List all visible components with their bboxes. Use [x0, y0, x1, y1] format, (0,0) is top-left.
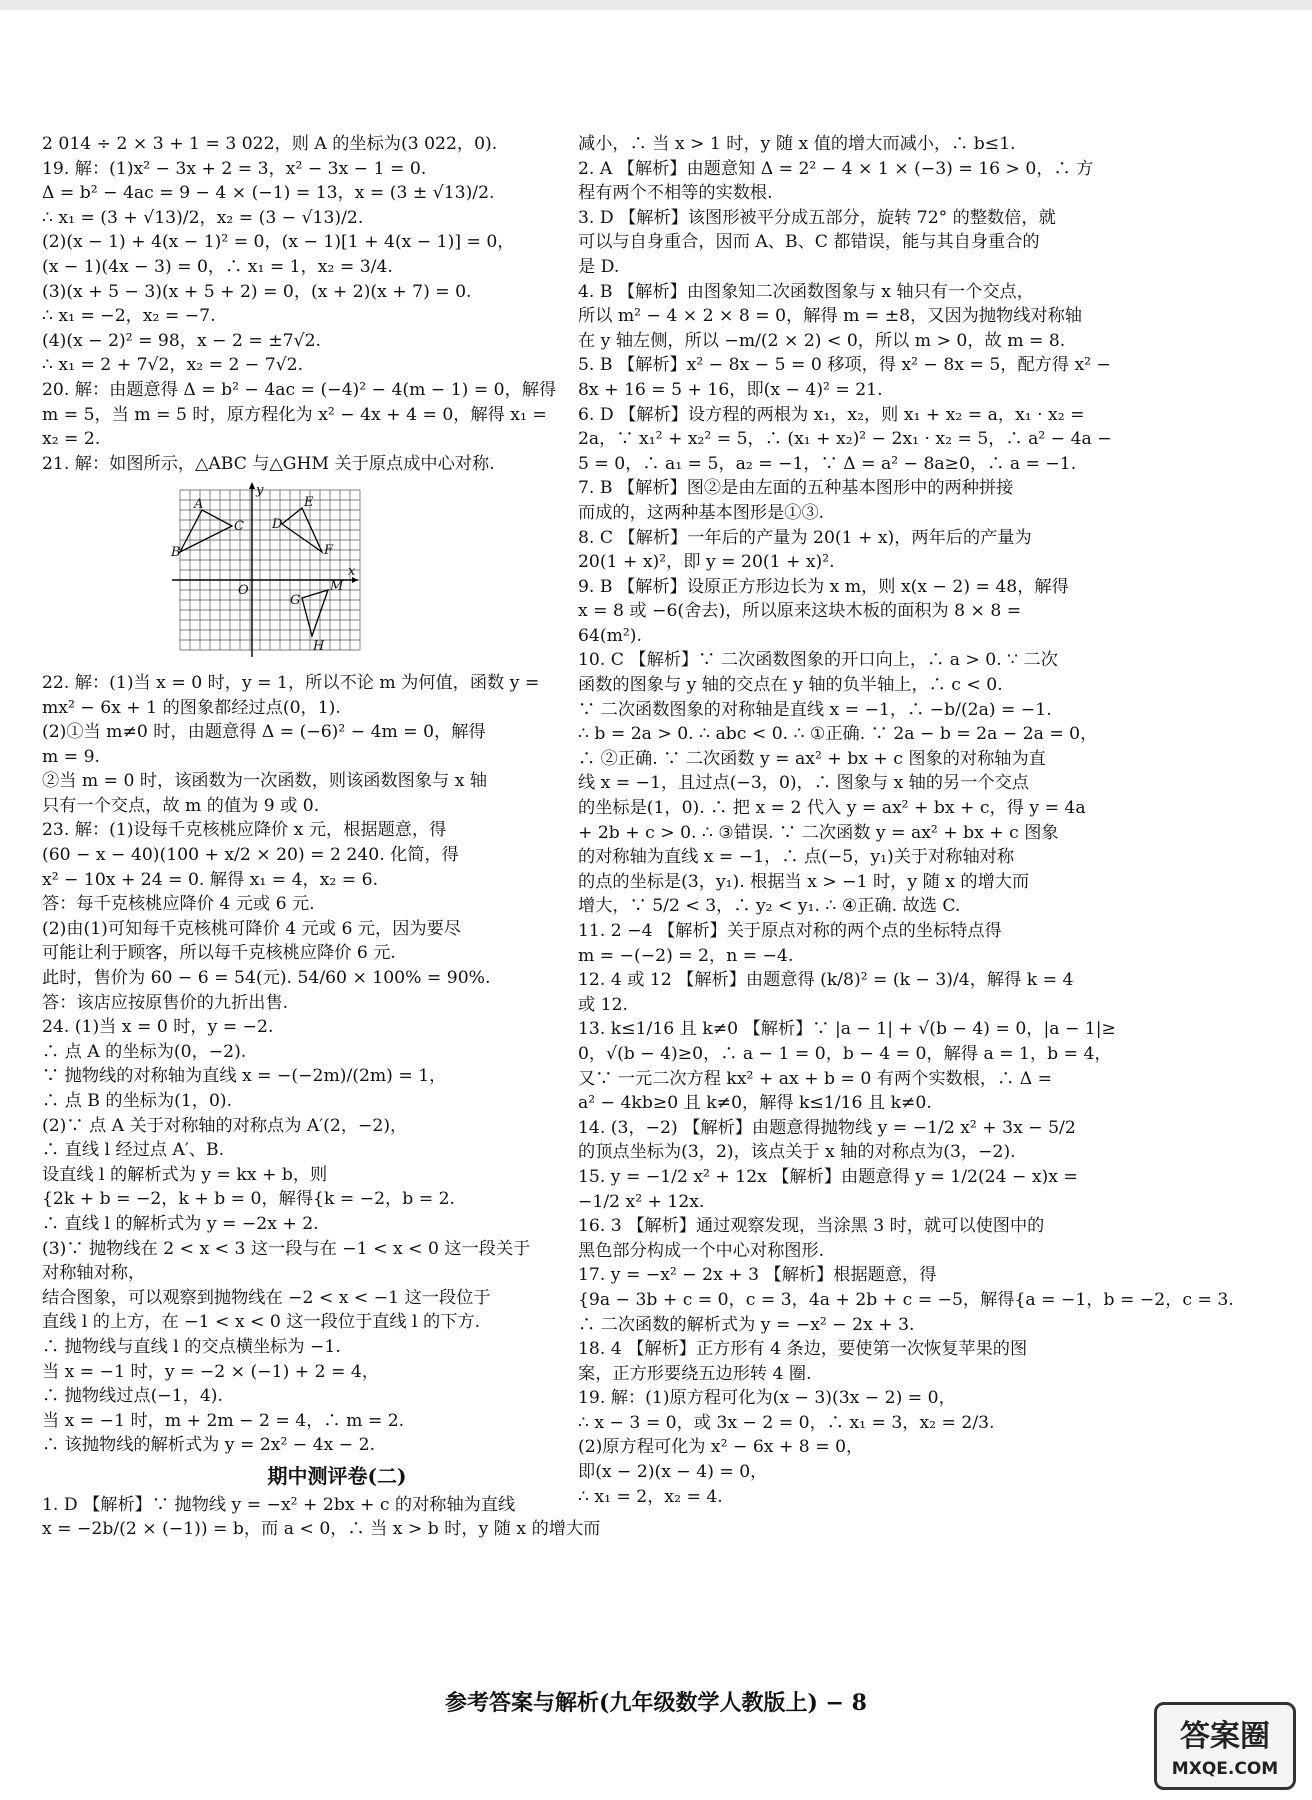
watermark-url: MXQE.COM [1171, 1759, 1279, 1779]
text-line: 64(m²). [578, 625, 642, 646]
text-line: 13. k≤1/16 且 k≠0 【解析】∵ |a − 1| + √(b − 4) = 0，|a − 1|≥ [578, 1019, 1116, 1040]
text-line: 16. 3 【解析】通过观察发现，当涂黑 3 时，就可以使图中的 [578, 1216, 1045, 1237]
text-line: 答：该店应按原售价的九折出售. [42, 992, 289, 1013]
text-line: 对称轴对称， [42, 1263, 146, 1284]
text-line: ∴ 直线 l 经过点 A′、B. [42, 1140, 225, 1161]
symmetry-figure [172, 482, 632, 665]
text-line: 3. D 【解析】该图形被平分成五部分，旋转 72° 的整数倍，就 [578, 207, 1056, 228]
text-line: ∴ 抛物线与直线 l 的交点横坐标为 −1. [42, 1336, 341, 1357]
text-line: 12. 4 或 12 【解析】由题意得 (k/8)² = (k − 3)/4，解得 k = 4 [578, 970, 1074, 991]
text-line: 是 D. [578, 256, 620, 277]
text-line: 22. 解：(1)当 x = 0 时，y = 1，所以不论 m 为何值，函数 y = [42, 672, 540, 693]
text-line: 增大，∵ 5/2 < 3，∴ y₂ < y₁. ∴ ④正确. 故选 C. [578, 896, 961, 917]
text-line: 黑色部分构成一个中心对称图形. [578, 1240, 825, 1261]
label-a: A [194, 497, 204, 513]
text-line: 24. (1)当 x = 0 时，y = −2. [42, 1017, 274, 1038]
text-line: 直线 l 的上方，在 −1 < x < 0 这一段位于直线 l 的下方. [42, 1312, 481, 1333]
text-line: 1. D 【解析】∵ 抛物线 y = −x² + 2bx + c 的对称轴为直线 [42, 1494, 516, 1515]
label-b: B [171, 545, 181, 561]
label-g: G [290, 593, 301, 609]
text-line: 答：每千克核桃应降价 4 元或 6 元. [42, 894, 315, 915]
text-line: ∵ 二次函数图象的对称轴是直线 x = −1，∴ −b/(2a) = −1. [578, 699, 1052, 720]
text-line: 18. 4 【解析】正方形有 4 条边，要使第一次恢复苹果的图 [578, 1339, 1028, 1360]
left-column [42, 132, 632, 1542]
text-line: Δ = b² − 4ac = 9 − 4 × (−1) = 13，x = (3 ± √13)/2. [42, 183, 495, 204]
text-line: (2)∵ 点 A 关于对称轴的对称点为 A′(2，−2)， [42, 1115, 408, 1136]
text-line: ∴ 直线 l 的解析式为 y = −2x + 2. [42, 1213, 319, 1234]
text-line: 20. 解：由题意得 Δ = b² − 4ac = (−4)² − 4(m − 1) = 0，解得 [42, 379, 557, 400]
watermark-main: 答案圈 [1180, 1719, 1270, 1754]
y-axis-arrow [249, 482, 255, 489]
text-line: 的坐标是(1，0). ∴ 把 x = 2 代入 y = ax² + bx + c，得 y = 4a [578, 798, 1086, 819]
text-line: ②当 m = 0 时，该函数为一次函数，则该函数图象与 x 轴 [42, 771, 488, 792]
label-m: M [330, 579, 344, 595]
text-line: 2 014 ÷ 2 × 3 + 1 = 3 022，则 A 的坐标为(3 022，0). [42, 134, 498, 154]
text-line: (2)由(1)可知每千克核桃可降价 4 元或 6 元，因为要尽 [42, 918, 461, 939]
text-line: 所以 m² − 4 × 2 × 8 = 0，解得 m = ±8，又因为抛物线对称轴 [578, 306, 1082, 327]
text-line: x² − 10x + 24 = 0. 解得 x₁ = 4，x₂ = 6. [42, 869, 379, 890]
text-line: 的点的坐标是(3，y₁). 根据当 x > −1 时，y 随 x 的增大而 [578, 871, 1030, 892]
text-line: 函数的图象与 y 轴的交点在 y 轴的负半轴上，∴ c < 0. [578, 675, 1003, 696]
text-line: 案，正方形要绕五边形转 4 圈. [578, 1363, 812, 1384]
text-line: 11. 2 −4 【解析】关于原点对称的两个点的坐标特点得 [578, 921, 1002, 941]
page-footer: 参考答案与解析(九年级数学人教版上) − 8 [445, 1690, 867, 1716]
text-line: (60 − x − 40)(100 + x/2 × 20) = 2 240. 化简，得 [42, 845, 459, 866]
grid-diagram [172, 482, 362, 657]
text-line: (2)(x − 1) + 4(x − 1)² = 0，(x − 1)[1 + 4(x − 1)] = 0， [42, 232, 515, 253]
text-line: 20(1 + x)²，即 y = 20(1 + x)². [578, 552, 835, 573]
text-line: (x − 1)(4x − 3) = 0，∴ x₁ = 1，x₂ = 3/4. [42, 256, 393, 277]
label-origin: O [238, 583, 249, 599]
text-line: (2)①当 m≠0 时，由题意得 Δ = (−6)² − 4m = 0，解得 [42, 722, 486, 743]
text-line: ∴ ②正确. ∵ 二次函数 y = ax² + bx + c 图象的对称轴为直 [578, 748, 1046, 769]
text-line: 15. y = −1/2 x² + 12x 【解析】由题意得 y = 1/2(24 − x)x = [578, 1166, 1078, 1187]
left-text-before-figure [42, 132, 632, 476]
text-line: 程有两个不相等的实数根. [578, 183, 773, 204]
text-line: ∴ 点 B 的坐标为(1，0). [42, 1091, 233, 1111]
text-line: 8x + 16 = 5 + 16，即(x − 4)² = 21. [578, 379, 883, 400]
text-line: 5 = 0，∴ a₁ = 5，a₂ = −1，∵ Δ = a² − 8a≥0，∴ a = −1. [578, 453, 1077, 474]
text-line: x = −2b/(2 × (−1)) = b，而 a < 0，∴ 当 x > b 时，y 随 x 的增大而 [42, 1519, 601, 1540]
triangle-abc [180, 510, 232, 552]
text-line: 即(x − 2)(x − 4) = 0， [578, 1462, 768, 1483]
text-line: 17. y = −x² − 2x + 3 【解析】根据题意，得 [578, 1265, 937, 1286]
text-line: ∴ x − 3 = 0，或 3x − 2 = 0，∴ x₁ = 3，x₂ = 2/3. [578, 1412, 995, 1433]
text-line: 可以与自身重合，因而 A、B、C 都错误，能与其自身重合的 [578, 232, 1040, 253]
text-line: ∴ x₁ = −2，x₂ = −7. [42, 306, 216, 327]
text-line: 19. 解：(1)原方程可化为(x − 3)(3x − 2) = 0， [578, 1388, 956, 1409]
label-e: E [304, 495, 314, 511]
text-line: 2. A 【解析】由题意知 Δ = 2² − 4 × 1 × (−3) = 16 > 0，∴ 方 [578, 158, 1094, 179]
text-line: 又∵ 一元二次方程 kx² + ax + b = 0 有两个实数根，∴ Δ = [578, 1068, 1052, 1089]
text-line: + 2b + c > 0. ∴ ③错误. ∵ 二次函数 y = ax² + bx + c 图象 [578, 822, 1059, 843]
right-text [578, 132, 1270, 1509]
text-line: (3)∵ 抛物线在 2 < x < 3 这一段与在 −1 < x < 0 这一段关于 [42, 1238, 531, 1259]
text-line: a² − 4kb≥0 且 k≠0，解得 k≤1/16 且 k≠0. [578, 1093, 932, 1114]
text-line: mx² − 6x + 1 的图象都经过点(0，1). [42, 697, 341, 718]
text-line: 7. B 【解析】图②是由左面的五种基本图形中的两种拼接 [578, 478, 1014, 499]
text-line: ∴ 抛物线过点(−1，4). [42, 1386, 223, 1407]
text-line: ∴ 该抛物线的解析式为 y = 2x² − 4x − 2. [42, 1435, 376, 1456]
text-line: x = 8 或 −6(舍去)，所以原来这块木板的面积为 8 × 8 = [578, 601, 1022, 622]
text-line: ∴ 点 A 的坐标为(0，−2). [42, 1041, 247, 1062]
scan-top-edge [0, 0, 1312, 10]
text-line: 当 x = −1 时，y = −2 × (−1) + 2 = 4， [42, 1361, 380, 1382]
text-line: 4. B 【解析】由图象知二次函数图象与 x 轴只有一个交点， [578, 281, 1034, 302]
text-line: 此时，售价为 60 − 6 = 54(元). 54/60 × 100% = 90%. [42, 968, 491, 989]
text-line: ∴ x₁ = 2，x₂ = 4. [578, 1486, 723, 1507]
left-text-after-figure [42, 671, 632, 1458]
label-y: y [256, 483, 264, 499]
left-text-after-title [42, 1493, 632, 1542]
text-line: 14. (3，−2) 【解析】由题意得抛物线 y = −1/2 x² + 3x − 5/2 [578, 1117, 1076, 1138]
text-line: 减小，∴ 当 x > 1 时，y 随 x 值的增大而减小，∴ b≤1. [578, 134, 1016, 154]
text-line: ∴ x₁ = 2 + 7√2，x₂ = 2 − 7√2. [42, 355, 304, 376]
text-line: 的顶点坐标为(3，2)，该点关于 x 轴的对称点为(3，−2). [578, 1142, 1016, 1163]
text-line: 或 12. [578, 994, 628, 1015]
text-line: m = 5，当 m = 5 时，原方程化为 x² − 4x + 4 = 0，解得 x₁ = [42, 404, 547, 425]
section-title: 期中测评卷(二) [267, 1463, 407, 1488]
text-line: 可能让利于顾客，所以每千克核桃应降价 6 元. [42, 943, 396, 964]
text-line: −1/2 x² + 12x. [578, 1191, 705, 1212]
label-c: C [234, 519, 244, 535]
text-line: 6. D 【解析】设方程的两根为 x₁，x₂，则 x₁ + x₂ = a，x₁ · x₂ = [578, 404, 1085, 425]
right-column [578, 132, 1270, 1509]
text-line: x₂ = 2. [42, 429, 101, 450]
text-line: 只有一个交点，故 m 的值为 9 或 0. [42, 795, 320, 816]
text-line: 结合图象，可以观察到抛物线在 −2 < x < −1 这一段位于 [42, 1287, 491, 1308]
label-f: F [324, 543, 334, 559]
text-line: 9. B 【解析】设原正方形边长为 x m，则 x(x − 2) = 48，解得 [578, 576, 1069, 597]
text-line: 2a，∵ x₁² + x₂² = 5，∴ (x₁ + x₂)² − 2x₁ · x₂ = 5，∴ a² − 4a − [578, 429, 1112, 450]
label-d: D [272, 517, 283, 533]
text-line: ∵ 抛物线的对称轴为直线 x = −(−2m)/(2m) = 1， [42, 1066, 447, 1087]
text-line: 而成的，这两种基本图形是①③. [578, 502, 825, 523]
text-line: (3)(x + 5 − 3)(x + 5 + 2) = 0，(x + 2)(x + 7) = 0. [42, 281, 472, 302]
text-line: 线 x = −1，且过点(−3，0)，∴ 图象与 x 轴的另一个交点 [578, 773, 1029, 794]
text-line: m = −(−2) = 2，n = −4. [578, 945, 794, 966]
text-line: {2k + b = −2，k + b = 0，解得{k = −2，b = 2. [42, 1189, 455, 1210]
text-line: 8. C 【解析】一年后的产量为 20(1 + x)，两年后的产量为 [578, 527, 1032, 548]
text-line: 21. 解：如图所示，△ABC 与△GHM 关于原点成中心对称. [42, 453, 495, 474]
text-line: ∴ x₁ = (3 + √13)/2，x₂ = (3 − √13)/2. [42, 207, 364, 228]
text-line: 当 x = −1 时，m + 2m − 2 = 4，∴ m = 2. [42, 1410, 405, 1431]
text-line: 0，√(b − 4)≥0，∴ a − 1 = 0，b − 4 = 0，解得 a = 1，b = 4， [578, 1043, 1112, 1064]
watermark-logo [1154, 1702, 1296, 1790]
label-h: H [313, 639, 325, 655]
text-line: {9a − 3b + c = 0，c = 3，4a + 2b + c = −5，解得{a = −1，b = −2，c = 3. [578, 1289, 1234, 1310]
text-line: ∴ b = 2a > 0. ∴ abc < 0. ∴ ①正确. ∵ 2a − b = 2a − 2a = 0， [578, 724, 1098, 745]
text-line: (4)(x − 2)² = 98，x − 2 = ±7√2. [42, 330, 321, 351]
text-line: 设直线 l 的解析式为 y = kx + b，则 [42, 1164, 328, 1185]
text-line: ∴ 二次函数的解析式为 y = −x² − 2x + 3. [578, 1314, 915, 1335]
text-line: 19. 解：(1)x² − 3x + 2 = 3，x² − 3x − 1 = 0. [42, 158, 427, 179]
text-line: 23. 解：(1)设每千克核桃应降价 x 元，根据题意，得 [42, 820, 447, 841]
text-line: 5. B 【解析】x² − 8x − 5 = 0 移项，得 x² − 8x = 5，配方得 x² − [578, 355, 1111, 376]
label-x: x [348, 564, 356, 580]
text-line: 在 y 轴左侧，所以 −m/(2 × 2) < 0，所以 m > 0，故 m = 8. [578, 330, 1066, 351]
text-line: (2)原方程可化为 x² − 6x + 8 = 0， [578, 1437, 864, 1458]
text-line: m = 9. [42, 746, 101, 767]
text-line: 10. C 【解析】∵ 二次函数图象的开口向上，∴ a > 0. ∵ 二次 [578, 650, 1058, 671]
triangle-ghm [302, 590, 328, 636]
text-line: 的对称轴为直线 x = −1，∴ 点(−5，y₁)关于对称轴对称 [578, 847, 1015, 868]
